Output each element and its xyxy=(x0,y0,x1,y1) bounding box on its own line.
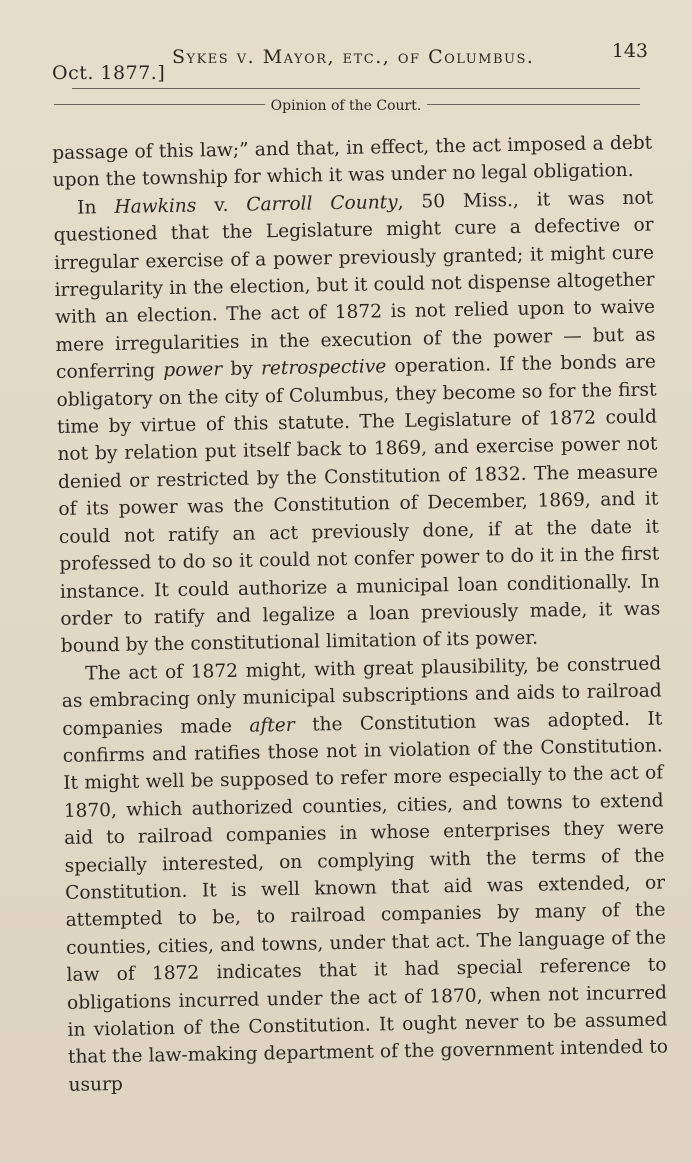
italic-text: retrospective xyxy=(260,356,387,380)
text-run: by xyxy=(222,358,262,381)
opinion-body xyxy=(52,130,669,1100)
paragraph xyxy=(52,130,653,195)
italic-text: Hawkins xyxy=(114,195,197,218)
text-run: the Constitution was adopted. It confirms and ratifies those not in violation of the Constitution. It might well be supposed to refer more especially to the act of 1870, which authorized counties, cities, and towns to extend aid to railroad companies in whose enterprises they were specially interested, on complying with the terms of the Constitution. It is well known that aid was extended, or attempted to be, to railroad companies by many of the counties, cities, and towns, under that act. The language of the law of 1872 indicates that it had special reference to obligations incurred under the act of 1870, when not incurred in violation of the Constitution. It ought never to be assumed that the law-making department of the government intended to usurp xyxy=(62,707,669,1096)
text-run: operation. If the bonds are obligatory on the city of Columbus, they become so for the first time by virtue of this statute. The Legislature of 1872 could not by relation put itself back to 1869, and exercise power not denied or restricted by the Constitution of 1832. The measure of its power was the Constitution of December, 1869, and it could not ratify an act previously done, if at the date it professed to do so it could not confer power to do it in the first instance. It could authorize a municipal loan conditionally. In order to ratify and legalize a loan previously made, it was bound by the constitutional limitation of its power. xyxy=(56,351,661,658)
text-run: passage of this law;” and that, in effect, the act imposed a debt upon the township for which it was under no legal obligation. xyxy=(52,132,653,192)
text-run: The act of 1872 might, with great plausibility, be construed as embracing only municipal subscriptions and aids to railroad companies made xyxy=(61,653,662,740)
italic-text: Carroll County xyxy=(246,191,398,216)
section-subheader xyxy=(0,98,692,114)
italic-text: power xyxy=(163,359,223,382)
text-run: v. xyxy=(196,194,247,217)
paragraph xyxy=(61,650,669,1099)
header-date: Oct. 1877.] xyxy=(52,62,166,84)
italic-text: after xyxy=(249,714,295,737)
subheader-text: Opinion of the Court. xyxy=(265,98,428,114)
running-header xyxy=(52,40,648,84)
header-rule xyxy=(72,88,640,89)
page-number: 143 xyxy=(611,40,648,62)
text-run: In xyxy=(77,196,115,219)
text-run: , 50 Miss., it was not questioned that the Legislature might cure a defective or irregular exercise of a power previously granted; it might cure irregularity in the election, but it could not dispense altogether with an election. The act of 1872 is not relied upon to waive mere irregularities in the execution of the power — but as conferring xyxy=(53,187,656,384)
paragraph xyxy=(53,184,661,660)
header-case-title: Sykes v. Mayor, etc., of Columbus. xyxy=(172,46,535,68)
